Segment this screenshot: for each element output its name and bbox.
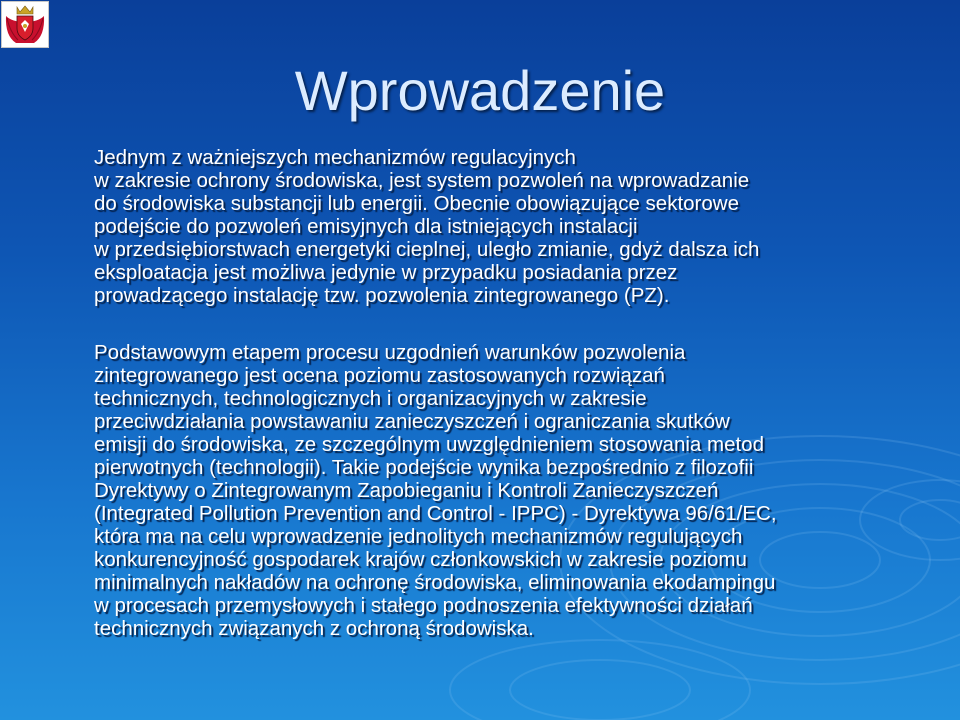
slide-title: Wprowadzenie [294,59,666,122]
coat-of-arms-logo [1,1,49,48]
intro-paragraph: Jednym z ważniejszych mechanizmów regulacyjnych w zakresie ochrony środowiska, jest system pozwoleń na wprowadzanie do środowiska substancji lub energii. Obecnie obowiązujące sektorowe podejście do pozwoleń emisyjnych dla istniejących instalacji w przedsiębiorstwach energetyki cieplnej, uległo zmianie, gdyż dalsza ich eksploatacja jest możliwa jedynie w przypadku posiadania przez prowadzącego instalację tzw. pozwolenia zintegrowanego (PZ). [94,146,760,307]
coat-of-arms-icon [2,2,48,47]
ippc-paragraph: Podstawowym etapem procesu uzgodnień warunków pozwolenia zintegrowanego jest ocena poziomu zastosowanych rozwiązań technicznych, technologicznych i organizacyjnych w zakresie przeciwdziałania powstawaniu zanieczyszczeń i ograniczania skutków emisji do środowiska, ze szczególnym uwzględnieniem stosowania metod pierwotnych (technologii). Takie podejście wynika bezpośrednio z filozofii Dyrektywy o Zintegrowanym Zapobieganiu i Kontroli Zanieczyszczeń (Integrated Pollution Prevention and Control - IPPC) - Dyrektywa 96/61/EC, która ma na celu wprowadzenie jednolitych mechanizmów regulujących konkurencyjność gospodarek krajów członkowskich w zakresie poziomu minimalnych nakładów na ochronę środowiska, eliminowania ekodampingu w procesach przemysłowych i stałego podnoszenia efektywności działań technicznych związanych z ochroną środowiska. [94,341,777,640]
